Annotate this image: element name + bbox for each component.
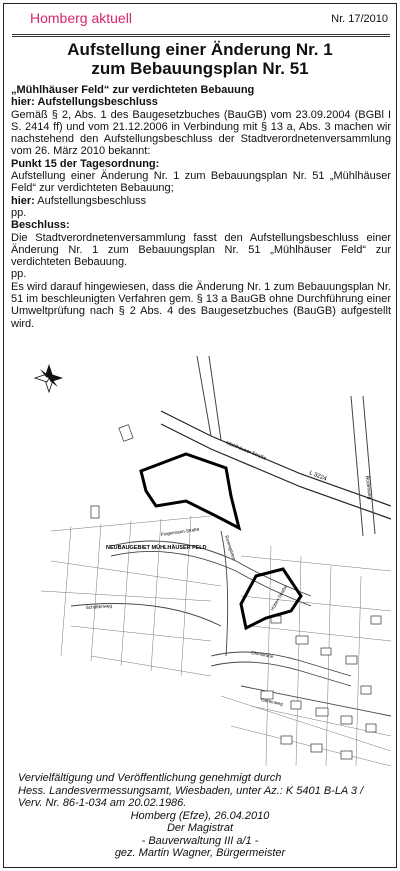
issue-number: Nr. 17/2010 (331, 13, 388, 25)
hier-text: Aufstellungsbeschluss (34, 194, 147, 207)
paragraph-agenda: Aufstellung einer Änderung Nr. 1 zum Bebauungsplan Nr. 51 „Mühlhäuser Feld“ zur verdichteten Bebauung; (11, 170, 391, 195)
footer-magistrat: Der Magistrat (166, 822, 234, 834)
footer-line-1: Vervielfältigung und Veröffentlichung genehmigt durch (18, 772, 282, 784)
paragraph-intro: Gemäß § 2, Abs. 1 des Baugesetzbuches (BauGB) vom 23.09.2004 (BGBl I S. 2414 ff) und vom 21.12.2006 in Verbindung mit § 13 a, Abs. 3 machen wir nachstehend den Aufstellungsbeschluss der Stadtverordnetenversammlung vom 26. März 2010 bekannt: (11, 108, 391, 158)
map-street-1: Mühlhäuser Straße (225, 440, 267, 462)
page-header (4, 4, 396, 32)
title-line-1: Aufstellung einer Änderung Nr. 1 (67, 40, 333, 59)
footer-line-3: Verv. Nr. 86-1-034 am 20.02.1986. (18, 797, 187, 809)
footer-place-date: Homberg (Efze), 26.04.2010 (130, 809, 270, 822)
map-road-label: L 3224 (308, 470, 328, 483)
paragraph-notice: Es wird darauf hingewiesen, dass die Änderung Nr. 1 zum Bebauungsplan Nr. 51 im beschleunigten Verfahren gem. § 13 a BauGB ohne Durchführung einer Umweltprüfung nach § 2 Abs. 4 des Baugesetzbuches (BauGB) aufgestellt wird. (11, 280, 391, 330)
header-rule-2 (12, 36, 390, 37)
map-area-label: NEUBAUGEBIET MÜHLHÄUSER FELD (106, 545, 207, 551)
newspaper-brand: Homberg aktuell (30, 10, 132, 26)
pp-2: pp. (11, 268, 27, 281)
map-street-3: Fingermann-Straße (160, 526, 200, 537)
footer-line-2: Hess. Landesvermessungsamt, Wiesbaden, unter Az.: K 5401 B-LA 3 / (18, 784, 364, 797)
hier-label: hier: (11, 194, 35, 207)
site-map (11, 356, 391, 766)
hier-line (11, 195, 391, 207)
header-rule (12, 34, 390, 35)
beschluss-heading: Beschluss: (11, 219, 70, 232)
map-street-7: Hütten-Straße (269, 584, 288, 612)
paragraph-beschluss: Die Stadtverordnetenversammlung fasst den Aufstellungsbeschluss einer Änderung Nr. 1 zum Bebauungsplan Nr. 51 „Mühlhäuser Feld“ zur verdichteten Bebauung. (11, 231, 391, 269)
map-street-6: Ohmstraße (250, 650, 274, 659)
title-line-2: zum Bebauungsplan Nr. 51 (91, 59, 309, 78)
map-street-2: Bodenweg (364, 475, 373, 500)
article-title (4, 40, 396, 78)
map-street-5: Schüttenweg (85, 603, 113, 610)
pp-1: pp. (11, 206, 27, 219)
article-footer (4, 772, 396, 860)
article-body (11, 84, 391, 330)
map-street-8: Gartenweg (260, 697, 284, 707)
subtitle-1: „Mühlhäuser Feld“ zur verdichteten Bebauung (11, 84, 255, 96)
footer-signature: gez. Martin Wagner, Bürgermeister (114, 847, 286, 859)
subtitle-2: hier: Aufstellungsbeschluss (11, 96, 158, 109)
map-street-4: Rosengärten (224, 534, 237, 561)
agenda-heading: Punkt 15 der Tagesordnung: (11, 157, 160, 170)
article-frame (3, 3, 397, 868)
footer-department: - Bauverwaltung III a/1 - (141, 834, 259, 847)
